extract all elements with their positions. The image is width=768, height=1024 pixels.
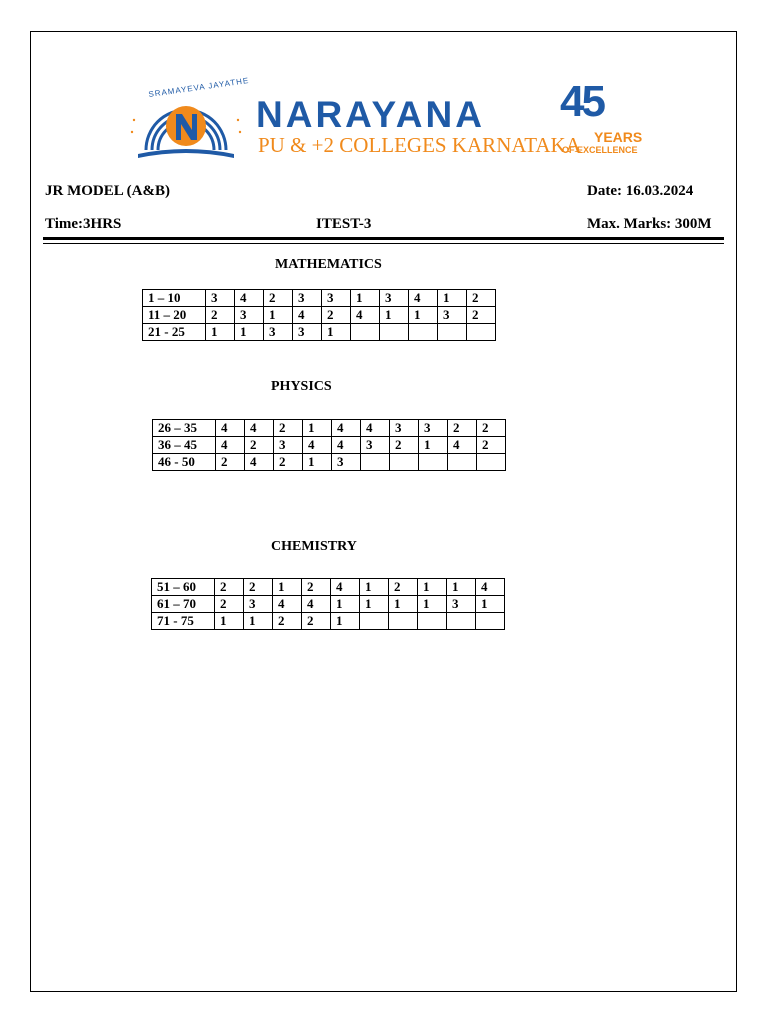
answer-cell: 4 [216,437,245,454]
answer-cell: 2 [244,579,273,596]
answer-table-physics [152,419,506,471]
answer-cell: 2 [245,437,274,454]
answer-cell: 4 [351,307,380,324]
table-row [153,454,506,471]
question-range-cell: 61 – 70 [152,596,215,613]
years-number: 45 [560,77,603,126]
exam-time: Time:3HRS [45,216,122,232]
answer-cell: 2 [264,290,293,307]
answer-cell: 1 [303,420,332,437]
answer-cell: 4 [476,579,505,596]
answer-cell [419,454,448,471]
answer-cell [476,613,505,630]
answer-cell [477,454,506,471]
answer-cell [380,324,409,341]
answer-cell [409,324,438,341]
answer-cell: 1 [419,437,448,454]
answer-cell [438,324,467,341]
question-range-cell: 21 - 25 [143,324,206,341]
answer-cell: 1 [409,307,438,324]
answer-cell: 4 [302,596,331,613]
model-label: JR MODEL (A&B) [45,183,170,199]
answer-cell [361,454,390,471]
answer-cell: 1 [351,290,380,307]
excellence-label: OF EXCELLENCE [562,145,638,155]
years-label: YEARS [594,129,643,145]
question-range-cell: 71 - 75 [152,613,215,630]
answer-cell: 2 [477,420,506,437]
max-marks: Max. Marks: 300M [587,216,712,232]
header-rule-thick [43,237,724,240]
answer-cell: 3 [244,596,273,613]
table-row [143,324,496,341]
answer-cell: 4 [409,290,438,307]
answer-cell: 1 [389,596,418,613]
answer-cell: 4 [303,437,332,454]
answer-cell [448,454,477,471]
answer-cell: 1 [215,613,244,630]
answer-cell: 3 [235,307,264,324]
page-border [30,31,737,992]
answer-cell: 2 [477,437,506,454]
answer-cell [467,324,496,341]
answer-cell: 2 [302,579,331,596]
answer-table-mathematics [142,289,496,341]
question-range-cell: 46 - 50 [153,454,216,471]
answer-cell: 2 [302,613,331,630]
question-range-cell: 26 – 35 [153,420,216,437]
answer-cell: 1 [322,324,351,341]
answer-cell: 2 [215,596,244,613]
answer-cell: 4 [235,290,264,307]
answer-cell: 2 [274,454,303,471]
answer-cell: 3 [206,290,235,307]
answer-cell: 4 [331,579,360,596]
answer-cell: 4 [448,437,477,454]
answer-cell: 4 [293,307,322,324]
answer-cell: 2 [216,454,245,471]
answer-cell: 1 [235,324,264,341]
answer-cell: 3 [293,324,322,341]
answer-cell: 3 [380,290,409,307]
section-title-physics: PHYSICS [271,379,332,394]
answer-cell: 3 [419,420,448,437]
question-range-cell: 51 – 60 [152,579,215,596]
answer-cell: 3 [264,324,293,341]
answer-cell: 2 [274,420,303,437]
answer-cell: 1 [331,613,360,630]
answer-cell: 1 [418,579,447,596]
question-range-cell: 1 – 10 [143,290,206,307]
answer-cell: 1 [206,324,235,341]
answer-cell: 2 [322,307,351,324]
table-row [152,596,505,613]
answer-cell: 2 [467,290,496,307]
answer-cell: 1 [360,596,389,613]
answer-cell: 4 [245,420,274,437]
header-rule-thin [43,243,724,244]
answer-cell: 4 [273,596,302,613]
answer-cell: 3 [361,437,390,454]
college-seal-logo [124,82,248,162]
question-range-cell: 11 – 20 [143,307,206,324]
answer-cell: 4 [245,454,274,471]
answer-cell: 3 [274,437,303,454]
answer-cell: 2 [389,579,418,596]
answer-cell: 2 [390,437,419,454]
answer-cell: 2 [206,307,235,324]
answer-cell: 1 [331,596,360,613]
answer-cell: 3 [438,307,467,324]
answer-cell [390,454,419,471]
answer-cell: 1 [273,579,302,596]
answer-cell: 3 [293,290,322,307]
answer-cell: 1 [447,579,476,596]
table-row [152,579,505,596]
table-row [152,613,505,630]
answer-cell: 4 [332,437,361,454]
answer-cell: 2 [273,613,302,630]
seal-text: SRAMAYEVA JAYATHE [147,75,250,100]
table-row [143,307,496,324]
answer-cell [351,324,380,341]
answer-cell: 4 [332,420,361,437]
answer-cell: 3 [322,290,351,307]
answer-cell: 3 [447,596,476,613]
section-title-mathematics: MATHEMATICS [275,257,382,272]
answer-cell: 1 [244,613,273,630]
answer-cell: 1 [476,596,505,613]
brand-subtitle: PU & +2 COLLEGES KARNATAKA [258,133,581,157]
answer-cell [389,613,418,630]
answer-cell [447,613,476,630]
answer-cell: 3 [332,454,361,471]
answer-cell: 1 [264,307,293,324]
table-row [153,437,506,454]
table-row [143,290,496,307]
answer-cell: 1 [303,454,332,471]
answer-cell: 3 [390,420,419,437]
answer-cell: 4 [361,420,390,437]
answer-cell: 1 [418,596,447,613]
answer-cell: 2 [467,307,496,324]
answer-table-chemistry [151,578,505,630]
answer-cell: 2 [448,420,477,437]
answer-cell [360,613,389,630]
question-range-cell: 36 – 45 [153,437,216,454]
answer-cell: 4 [216,420,245,437]
answer-cell: 1 [438,290,467,307]
test-name: ITEST-3 [316,216,372,232]
years-logo [560,77,650,160]
exam-date: Date: 16.03.2024 [587,183,694,199]
answer-cell: 1 [380,307,409,324]
answer-cell: 1 [360,579,389,596]
table-row [153,420,506,437]
brand-name: NARAYANA [256,94,485,135]
answer-cell: 2 [215,579,244,596]
section-title-chemistry: CHEMISTRY [271,539,357,554]
answer-cell [418,613,447,630]
